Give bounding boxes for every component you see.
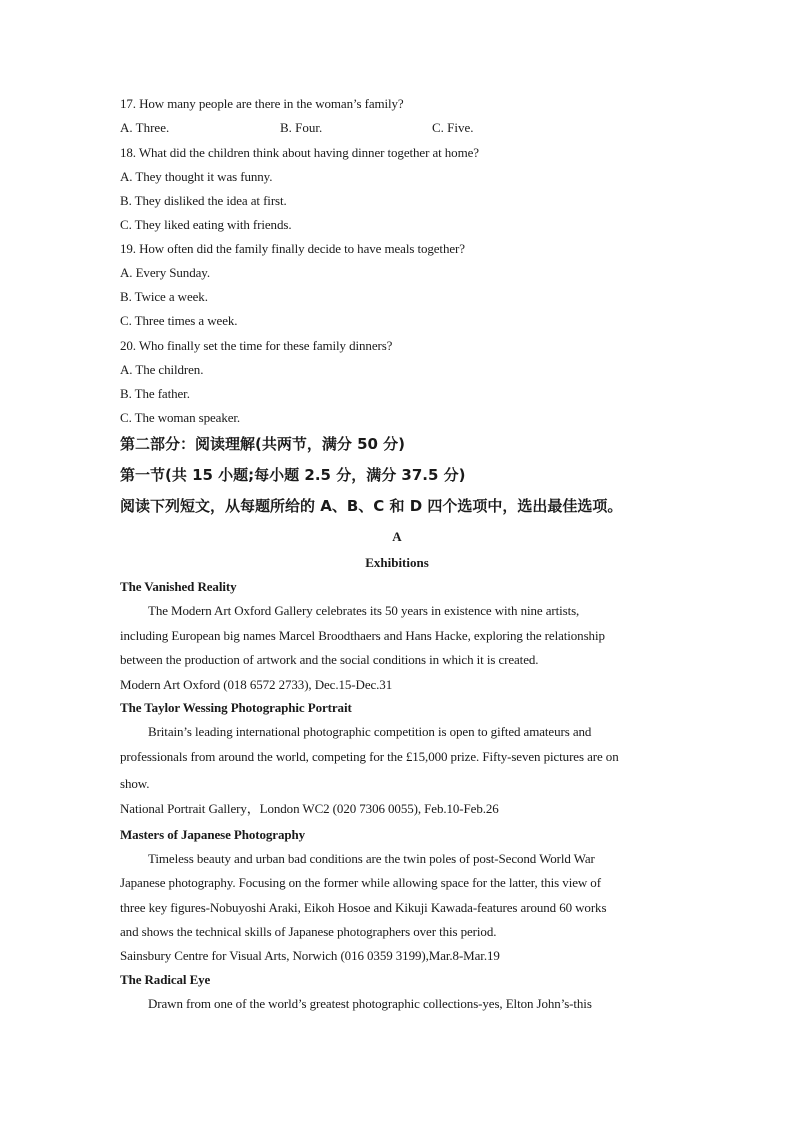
exhibition-line: Britain’s leading international photographic competition is open to gifted amateurs and	[148, 724, 592, 739]
exhibition-line: professionals from around the world, competing for the £15,000 prize. Fifty-seven pictures are on	[120, 749, 619, 764]
question-20: 20. Who finally set the time for these family dinners?	[120, 338, 393, 353]
q18-option-a: A. They thought it was funny.	[120, 169, 273, 184]
q20-option-b: B. The father.	[120, 386, 190, 401]
question-19: 19. How often did the family finally decide to have meals together?	[120, 241, 465, 256]
exhibition-line: between the production of artwork and the social conditions in which it is created.	[120, 652, 539, 667]
part-two-heading: 第二部分：阅读理解(共两节，满分 50 分)	[120, 435, 406, 453]
exhibition-line: and shows the technical skills of Japanese photographers over this period.	[120, 924, 497, 939]
question-17: 17. How many people are there in the woman’s family?	[120, 96, 404, 111]
exhibition-heading: The Vanished Reality	[120, 579, 237, 594]
question-18: 18. What did the children think about having dinner together at home?	[120, 145, 479, 160]
passage-title: Exhibitions	[365, 555, 429, 570]
exhibition-info: Modern Art Oxford (018 6572 2733), Dec.15-Dec.31	[120, 677, 393, 692]
q19-option-b: B. Twice a week.	[120, 289, 208, 304]
q17-option-a: A. Three.	[120, 120, 170, 135]
q20-option-c: C. The woman speaker.	[120, 410, 241, 425]
q18-option-c: C. They liked eating with friends.	[120, 217, 292, 232]
passage-letter: A	[392, 529, 402, 544]
exhibition-line: Timeless beauty and urban bad conditions are the twin poles of post-Second World War	[148, 851, 595, 866]
reading-instruction: 阅读下列短文，从每题所给的 A、B、C 和 D 四个选项中，选出最佳选项。	[120, 497, 623, 515]
exhibition-line: including European big names Marcel Broodthaers and Hans Hacke, exploring the relationship	[120, 628, 605, 643]
exhibition-line: three key figures-Nobuyoshi Araki, Eikoh Hosoe and Kikuji Kawada-features around 60 works	[120, 900, 607, 915]
exhibition-info: Sainsbury Centre for Visual Arts, Norwich (016 0359 3199),Mar.8-Mar.19	[120, 948, 500, 963]
section-one-heading: 第一节(共 15 小题;每小题 2.5 分，满分 37.5 分)	[120, 466, 466, 484]
q19-option-a: A. Every Sunday.	[120, 265, 210, 280]
exhibition-line: The Modern Art Oxford Gallery celebrates its 50 years in existence with nine artists,	[148, 603, 580, 618]
q17-option-c: C. Five.	[432, 120, 474, 135]
q17-option-b: B. Four.	[280, 120, 323, 135]
q20-option-a: A. The children.	[120, 362, 204, 377]
exhibition-line: Drawn from one of the world’s greatest photographic collections-yes, Elton John’s-this	[148, 996, 592, 1011]
exhibition-line: show.	[120, 776, 150, 791]
exhibition-heading: Masters of Japanese Photography	[120, 827, 306, 842]
exhibition-line: Japanese photography. Focusing on the former while allowing space for the latter, this view of	[120, 875, 601, 890]
q18-option-b: B. They disliked the idea at first.	[120, 193, 287, 208]
q19-option-c: C. Three times a week.	[120, 313, 238, 328]
exhibition-heading: The Radical Eye	[120, 972, 211, 987]
exhibition-heading: The Taylor Wessing Photographic Portrait	[120, 700, 352, 715]
exhibition-info: National Portrait Gallery，London WC2 (020 7306 0055), Feb.10-Feb.26	[120, 801, 499, 816]
